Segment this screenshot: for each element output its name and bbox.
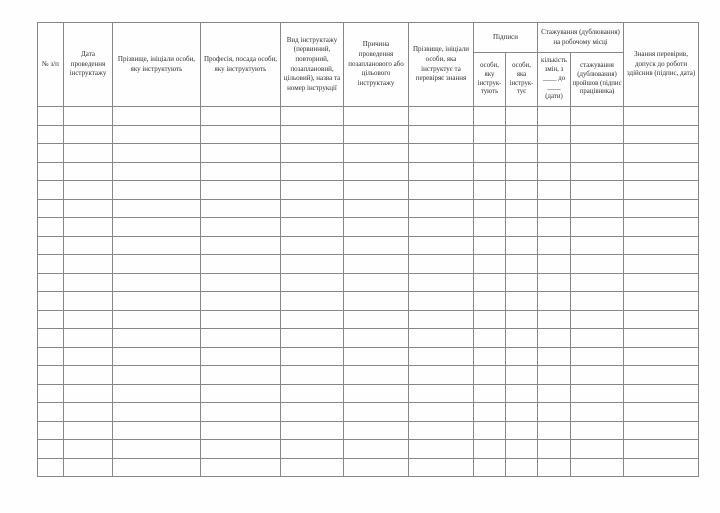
table-cell	[409, 273, 474, 292]
table-cell	[201, 273, 281, 292]
table-cell	[64, 329, 113, 348]
table-cell	[624, 218, 699, 237]
table-cell	[38, 440, 64, 459]
table-cell	[281, 162, 344, 181]
table-cell	[624, 144, 699, 163]
table-cell	[506, 292, 538, 311]
col-header-signature-instructed: особи, яку інструктують	[474, 53, 506, 107]
table-cell	[113, 347, 201, 366]
table-cell	[409, 181, 474, 200]
table-cell	[474, 236, 506, 255]
table-cell	[474, 403, 506, 422]
table-cell	[344, 107, 409, 126]
table-cell	[474, 440, 506, 459]
col-header-instructor-name: Прізвище, ініціали особи, яка інструктує та перевіряє знання	[409, 23, 474, 107]
table-cell	[538, 347, 571, 366]
table-cell	[624, 107, 699, 126]
table-cell	[38, 366, 64, 385]
table-cell	[624, 292, 699, 311]
table-cell	[571, 107, 624, 126]
table-cell	[571, 440, 624, 459]
table-cell	[624, 384, 699, 403]
table-cell	[571, 421, 624, 440]
table-cell	[409, 366, 474, 385]
table-cell	[571, 347, 624, 366]
table-cell	[409, 458, 474, 477]
table-cell	[38, 347, 64, 366]
table-cell	[201, 162, 281, 181]
table-row	[38, 255, 699, 274]
table-cell	[474, 421, 506, 440]
table-cell	[281, 125, 344, 144]
table-cell	[538, 181, 571, 200]
table-cell	[281, 403, 344, 422]
table-cell	[409, 421, 474, 440]
col-header-num: № з/п	[38, 23, 64, 107]
table-cell	[281, 181, 344, 200]
table-cell	[113, 125, 201, 144]
table-cell	[474, 310, 506, 329]
table-cell	[113, 144, 201, 163]
table-cell	[64, 421, 113, 440]
table-cell	[624, 236, 699, 255]
table-row	[38, 125, 699, 144]
table-cell	[201, 218, 281, 237]
table-cell	[624, 125, 699, 144]
table-cell	[281, 366, 344, 385]
table-cell	[474, 181, 506, 200]
table-cell	[201, 236, 281, 255]
table-cell	[281, 458, 344, 477]
table-cell	[474, 366, 506, 385]
table-cell	[38, 218, 64, 237]
table-row	[38, 181, 699, 200]
table-cell	[624, 458, 699, 477]
table-cell	[201, 292, 281, 311]
table-cell	[281, 273, 344, 292]
table-cell	[64, 310, 113, 329]
table-cell	[538, 144, 571, 163]
table-cell	[571, 125, 624, 144]
table-cell	[38, 310, 64, 329]
table-cell	[64, 292, 113, 311]
table-cell	[474, 329, 506, 348]
table-cell	[506, 199, 538, 218]
table-row	[38, 458, 699, 477]
table-cell	[113, 310, 201, 329]
table-cell	[474, 107, 506, 126]
table-cell	[64, 458, 113, 477]
table-cell	[409, 440, 474, 459]
table-cell	[113, 440, 201, 459]
table-cell	[281, 347, 344, 366]
table-cell	[506, 144, 538, 163]
table-cell	[201, 125, 281, 144]
table-cell	[506, 107, 538, 126]
col-header-instructed-name: Прізвище, ініціали особи, яку інструктують	[113, 23, 201, 107]
table-cell	[64, 347, 113, 366]
table-cell	[409, 403, 474, 422]
table-cell	[113, 218, 201, 237]
table-cell	[64, 181, 113, 200]
table-cell	[506, 366, 538, 385]
table-cell	[409, 162, 474, 181]
table-row	[38, 292, 699, 311]
table-cell	[571, 458, 624, 477]
table-cell	[38, 162, 64, 181]
table-cell	[344, 199, 409, 218]
table-cell	[64, 255, 113, 274]
table-cell	[474, 384, 506, 403]
table-cell	[344, 384, 409, 403]
table-cell	[38, 125, 64, 144]
table-cell	[409, 107, 474, 126]
table-cell	[624, 421, 699, 440]
table-cell	[281, 107, 344, 126]
table-cell	[201, 421, 281, 440]
table-cell	[409, 310, 474, 329]
table-row	[38, 236, 699, 255]
col-header-profession: Професія, посада особи, яку інструктують	[201, 23, 281, 107]
table-cell	[474, 125, 506, 144]
table-cell	[344, 458, 409, 477]
table-cell	[113, 366, 201, 385]
table-row	[38, 107, 699, 126]
table-row	[38, 366, 699, 385]
table-cell	[506, 403, 538, 422]
table-cell	[281, 218, 344, 237]
table-cell	[38, 329, 64, 348]
table-cell	[624, 329, 699, 348]
col-header-signature-instructor: особи, яка інструктує	[506, 53, 538, 107]
table-cell	[506, 440, 538, 459]
table-cell	[538, 255, 571, 274]
table-cell	[113, 199, 201, 218]
table-row	[38, 162, 699, 181]
table-cell	[344, 292, 409, 311]
table-cell	[474, 273, 506, 292]
table-cell	[624, 273, 699, 292]
table-cell	[281, 236, 344, 255]
table-cell	[113, 292, 201, 311]
table-cell	[624, 181, 699, 200]
table-cell	[201, 144, 281, 163]
col-group-internship: Стажування (дублювання) на робочому місці	[538, 23, 624, 53]
table-cell	[474, 292, 506, 311]
header-row-groups	[38, 23, 699, 53]
table-cell	[201, 458, 281, 477]
table-row	[38, 403, 699, 422]
table-cell	[506, 273, 538, 292]
table-cell	[281, 310, 344, 329]
table-cell	[409, 218, 474, 237]
table-cell	[571, 310, 624, 329]
table-cell	[571, 236, 624, 255]
table-cell	[409, 384, 474, 403]
table-cell	[538, 162, 571, 181]
table-cell	[64, 403, 113, 422]
table-row	[38, 440, 699, 459]
table-row	[38, 329, 699, 348]
table-cell	[281, 384, 344, 403]
table-cell	[571, 181, 624, 200]
table-cell	[571, 162, 624, 181]
table-cell	[538, 292, 571, 311]
table-row	[38, 144, 699, 163]
table-cell	[64, 162, 113, 181]
table-cell	[113, 403, 201, 422]
table-cell	[506, 218, 538, 237]
table-cell	[113, 181, 201, 200]
table-cell	[538, 421, 571, 440]
table-row	[38, 384, 699, 403]
table-cell	[201, 384, 281, 403]
table-cell	[38, 236, 64, 255]
table-cell	[201, 440, 281, 459]
table-cell	[506, 125, 538, 144]
table-cell	[571, 329, 624, 348]
col-header-knowledge-check: Знання перевірив, допуск до роботи здійснив (підпис, дата)	[624, 23, 699, 107]
table-cell	[64, 236, 113, 255]
table-cell	[281, 329, 344, 348]
table-cell	[281, 199, 344, 218]
table-row	[38, 199, 699, 218]
table-cell	[474, 255, 506, 274]
table-cell	[571, 292, 624, 311]
table-cell	[571, 273, 624, 292]
table-cell	[506, 329, 538, 348]
table-cell	[506, 384, 538, 403]
table-cell	[113, 107, 201, 126]
table-cell	[38, 273, 64, 292]
table-cell	[64, 107, 113, 126]
table-cell	[538, 218, 571, 237]
table-cell	[281, 440, 344, 459]
table-cell	[113, 162, 201, 181]
table-cell	[113, 236, 201, 255]
table-cell	[201, 329, 281, 348]
table-cell	[538, 440, 571, 459]
table-cell	[538, 273, 571, 292]
table-cell	[64, 440, 113, 459]
table-cell	[538, 329, 571, 348]
table-cell	[344, 440, 409, 459]
table-cell	[409, 125, 474, 144]
table-cell	[506, 347, 538, 366]
table-cell	[201, 107, 281, 126]
table-cell	[624, 255, 699, 274]
table-cell	[409, 255, 474, 274]
table-cell	[571, 403, 624, 422]
table-cell	[506, 181, 538, 200]
col-header-internship-passed: стажування (дублювання) пройшов (підпис працівника)	[571, 53, 624, 107]
table-cell	[64, 199, 113, 218]
table-cell	[474, 199, 506, 218]
table-cell	[344, 255, 409, 274]
table-cell	[281, 144, 344, 163]
table-cell	[281, 292, 344, 311]
table-cell	[538, 384, 571, 403]
table-cell	[281, 421, 344, 440]
table-cell	[344, 273, 409, 292]
table-cell	[113, 255, 201, 274]
table-row	[38, 421, 699, 440]
table-cell	[113, 458, 201, 477]
table-cell	[624, 310, 699, 329]
table-cell	[409, 236, 474, 255]
table-cell	[201, 347, 281, 366]
table-row	[38, 273, 699, 292]
table-cell	[38, 421, 64, 440]
table-cell	[38, 199, 64, 218]
table-cell	[64, 366, 113, 385]
table-cell	[506, 421, 538, 440]
table-cell	[38, 181, 64, 200]
table-cell	[38, 255, 64, 274]
table-cell	[624, 162, 699, 181]
table-row	[38, 347, 699, 366]
table-cell	[38, 458, 64, 477]
table-cell	[624, 440, 699, 459]
table-cell	[538, 458, 571, 477]
table-cell	[538, 310, 571, 329]
table-cell	[38, 384, 64, 403]
table-cell	[571, 199, 624, 218]
table-cell	[344, 310, 409, 329]
table-cell	[571, 255, 624, 274]
table-cell	[538, 366, 571, 385]
table-cell	[344, 162, 409, 181]
table-cell	[64, 384, 113, 403]
table-cell	[538, 125, 571, 144]
table-cell	[38, 144, 64, 163]
table-cell	[538, 403, 571, 422]
table-cell	[409, 329, 474, 348]
table-cell	[624, 199, 699, 218]
instruction-journal-table	[37, 22, 699, 477]
table-cell	[538, 236, 571, 255]
table-cell	[344, 421, 409, 440]
table-cell	[409, 292, 474, 311]
table-cell	[474, 347, 506, 366]
table-cell	[571, 218, 624, 237]
table-cell	[344, 218, 409, 237]
table-cell	[38, 403, 64, 422]
table-cell	[113, 384, 201, 403]
table-cell	[201, 366, 281, 385]
table-cell	[571, 144, 624, 163]
table-cell	[344, 144, 409, 163]
table-cell	[201, 181, 281, 200]
table-cell	[201, 255, 281, 274]
table-cell	[344, 181, 409, 200]
table-cell	[201, 403, 281, 422]
col-header-date: Дата проведення інструктажу	[64, 23, 113, 107]
table-cell	[474, 144, 506, 163]
table-cell	[571, 366, 624, 385]
table-cell	[64, 218, 113, 237]
table-cell	[624, 366, 699, 385]
table-cell	[38, 292, 64, 311]
table-cell	[64, 144, 113, 163]
table-cell	[113, 329, 201, 348]
table-cell	[409, 199, 474, 218]
table-cell	[64, 125, 113, 144]
table-cell	[344, 125, 409, 144]
table-cell	[506, 162, 538, 181]
table-header	[38, 23, 699, 107]
table-cell	[624, 347, 699, 366]
table-cell	[201, 199, 281, 218]
col-header-reason: Причина проведення позапланового або цільового інструктажу	[344, 23, 409, 107]
table-cell	[506, 458, 538, 477]
col-header-shift-count: кількість змін, з ____ до ____ (дати)	[538, 53, 571, 107]
col-header-instruction-type: Вид інструктажу (первинний, повторний, позаплановий, цільовий), назва та номер інструкції	[281, 23, 344, 107]
table-cell	[474, 218, 506, 237]
table-cell	[409, 347, 474, 366]
table-cell	[344, 329, 409, 348]
table-cell	[506, 310, 538, 329]
table-row	[38, 310, 699, 329]
table-cell	[344, 347, 409, 366]
table-cell	[344, 366, 409, 385]
table-cell	[344, 403, 409, 422]
table-cell	[474, 458, 506, 477]
table-cell	[474, 162, 506, 181]
table-cell	[624, 403, 699, 422]
table-cell	[538, 107, 571, 126]
table-cell	[538, 199, 571, 218]
table-row	[38, 218, 699, 237]
table-cell	[201, 310, 281, 329]
table-cell	[409, 144, 474, 163]
table-cell	[344, 236, 409, 255]
table-cell	[506, 236, 538, 255]
table-cell	[281, 255, 344, 274]
table-cell	[64, 273, 113, 292]
table-cell	[506, 255, 538, 274]
table-cell	[571, 384, 624, 403]
col-group-signatures: Підписи	[474, 23, 538, 53]
table-cell	[113, 421, 201, 440]
table-cell	[113, 273, 201, 292]
table-cell	[38, 107, 64, 126]
journal-table-body	[38, 107, 699, 477]
